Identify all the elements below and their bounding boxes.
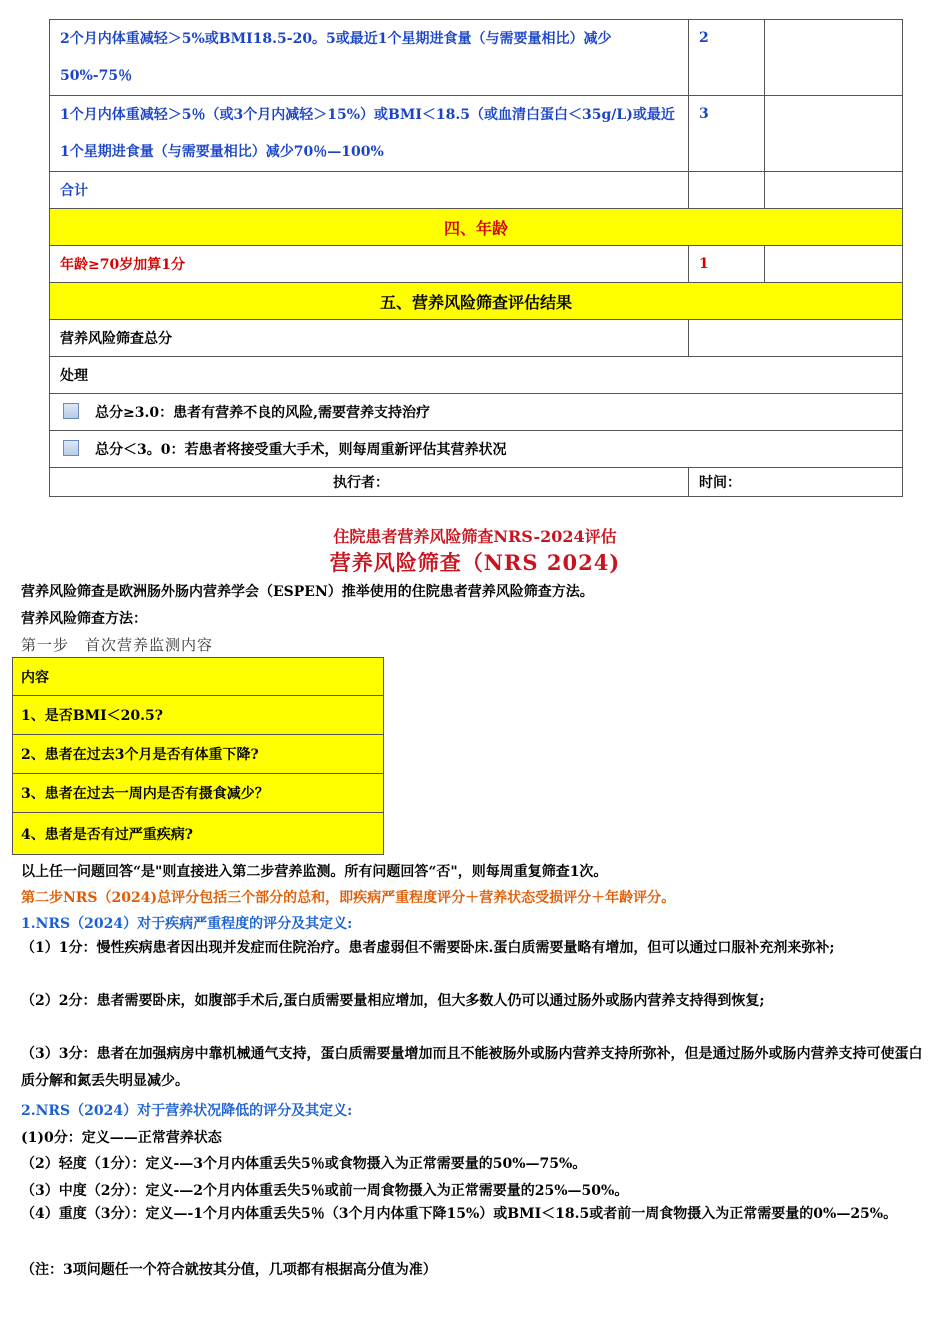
- executor-label: 执行者：: [50, 468, 689, 497]
- table-row: [50, 172, 903, 209]
- table-row: [50, 283, 903, 320]
- age-rule: 年龄≥70岁加算1分: [50, 246, 689, 283]
- table-row: [13, 774, 384, 813]
- table-row: [50, 394, 903, 431]
- empty-cell: [765, 246, 903, 283]
- option-row-2: [50, 431, 903, 468]
- score-cell: 2: [689, 20, 765, 96]
- table-row: [50, 431, 903, 468]
- section2-item-4: （4）重度（3分）：定义—-1个月内体重丢失5％（3个月内体重下降15%）或BMI＜18.5或者前一周食物摄入为正常需要量的0%—25%。: [21, 1206, 898, 1222]
- checkbox[interactable]: [63, 403, 79, 419]
- total-score-value[interactable]: [689, 320, 903, 357]
- step2-heading: 第二步NRS（2024)总评分包括三个部分的总和，即疾病严重程度评分＋营养状态受损评分＋年龄评分。: [21, 890, 676, 906]
- table-row: [13, 735, 384, 774]
- empty-cell: [765, 20, 903, 96]
- section2-title: 2.NRS（2024）对于营养状况降低的评分及其定义:: [21, 1103, 353, 1119]
- screening-question-table: [12, 657, 384, 855]
- criteria-cell: 2个月内体重减轻＞5%或BMI18.5-20。5或最近1个星期进食量（与需要量相比）减少50%-75％: [50, 20, 689, 96]
- question-2: 2、患者在过去3个月是否有体重下降?: [13, 735, 384, 774]
- handling-label: 处理: [50, 357, 903, 394]
- total-label: 合计: [50, 172, 689, 209]
- score-cell: 3: [689, 96, 765, 172]
- criteria-cell: 1个月内体重减轻＞5％（或3个月内减轻＞15%）或BMI＜18.5（或血清白蛋白＜35g/L)或最近1个星期进食量（与需要量相比）减少70％—100%: [50, 96, 689, 172]
- section-result-header: 五、营养风险筛查评估结果: [50, 283, 903, 320]
- table-row: [50, 468, 903, 497]
- method-label: 营养风险筛查方法：: [21, 611, 147, 627]
- option-label: 总分≥3.0：患者有营养不良的风险,需要营养支持治疗: [95, 405, 430, 421]
- section1-item-3: （3）3分：患者在加强病房中靠机械通气支持，蛋白质需要量增加而且不能被肠外或肠内营养支持所弥补，但是通过肠外或肠内营养支持可使蛋白质分解和氮丢失明显减少。: [21, 1046, 923, 1089]
- section-age-header: 四、年龄: [50, 209, 903, 246]
- question-3: 3、患者在过去一周内是否有摄食减少？: [13, 774, 384, 813]
- empty-cell: [765, 172, 903, 209]
- option-row-1: [50, 394, 903, 431]
- section2-item-1: (1)0分：定义——正常营养状态: [21, 1130, 222, 1146]
- table-row: [50, 96, 903, 172]
- section2-item-2: （2）轻度（1分）：定义-—3个月内体重丢失5％或食物摄入为正常需要量的50%—75%。: [21, 1156, 587, 1172]
- rule-text: 以上任一问题回答“是"则直接进入第二步营养监测。所有问题回答“否"，则每周重复筛查1次。: [21, 864, 608, 880]
- step1-heading: 第一步 首次营养监测内容: [21, 636, 214, 654]
- section1-item-2: （2）2分：患者需要卧床，如腹部手术后,蛋白质需要量相应增加，但大多数人仍可以通过肠外或肠内营养支持得到恢复;: [21, 993, 765, 1009]
- note-text: （注：3项问题任一个符合就按其分值，几项都有根据高分值为准）: [21, 1262, 437, 1278]
- table-row: [13, 813, 384, 855]
- empty-cell: [765, 96, 903, 172]
- question-4: 4、患者是否有过严重疾病?: [13, 813, 384, 855]
- table-row: [13, 696, 384, 735]
- option-label: 总分＜3。0：若患者将接受重大手术，则每周重新评估其营养状况: [95, 442, 507, 458]
- table-row: [50, 20, 903, 96]
- section1-title: 1.NRS（2024）对于疾病严重程度的评分及其定义:: [21, 916, 353, 932]
- section2-item-3: （3）中度（2分）：定义-—2个月内体重丢失5％或前一周食物摄入为正常需要量的25%—50%。: [21, 1183, 629, 1199]
- age-score: 1: [689, 246, 765, 283]
- table-row: [50, 246, 903, 283]
- section1-item-1: （1）1分：慢性疾病患者因出现并发症而住院治疗。患者虚弱但不需要卧床.蛋白质需要量略有增加，但可以通过口服补充剂来弥补;: [21, 940, 835, 956]
- document-title: 营养风险筛查（NRS 2024): [329, 550, 621, 575]
- nrs-score-table: [49, 19, 903, 497]
- table-row: [50, 209, 903, 246]
- total-score-label: 营养风险筛查总分: [50, 320, 689, 357]
- table-row: [13, 658, 384, 696]
- document-subtitle: 住院患者营养风险筛查NRS-2024评估: [333, 527, 617, 546]
- empty-cell: [689, 172, 765, 209]
- question-1: 1、是否BMI＜20.5?: [13, 696, 384, 735]
- time-label: 时间：: [689, 468, 903, 497]
- question-header: 内容: [13, 658, 384, 696]
- table-row: [50, 357, 903, 394]
- intro-text: 营养风险筛查是欧洲肠外肠内营养学会（ESPEN）推举使用的住院患者营养风险筛查方法。: [21, 584, 594, 600]
- table-row: [50, 320, 903, 357]
- checkbox[interactable]: [63, 440, 79, 456]
